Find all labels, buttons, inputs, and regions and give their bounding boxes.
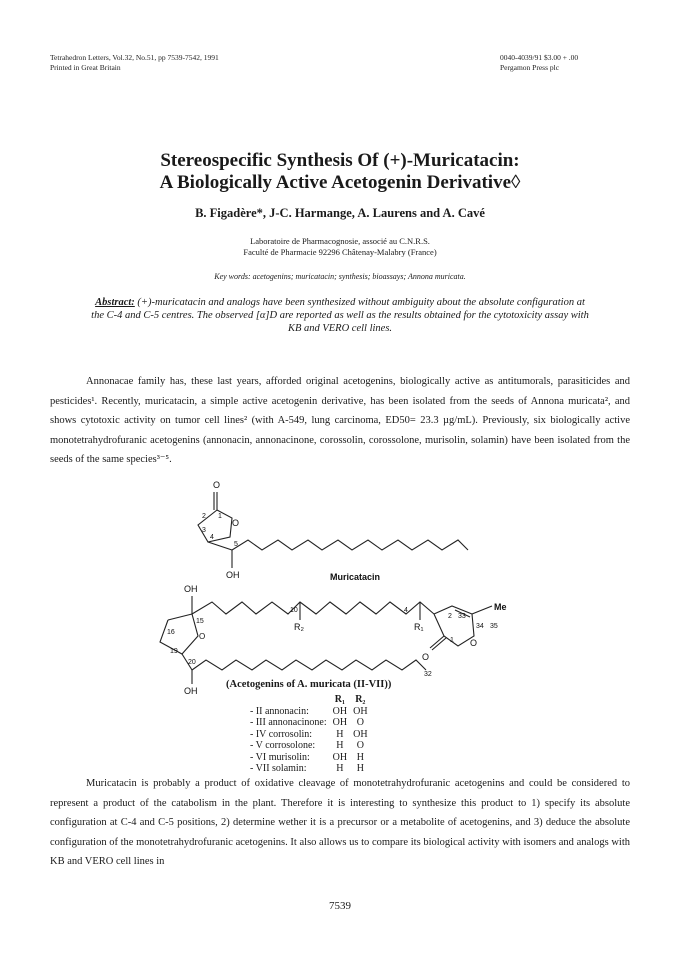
keywords: Key words: acetogenins; muricatacin; synthesis; bioassays; Annona muricata. <box>214 272 466 281</box>
table-cell: OH <box>332 705 348 717</box>
article-title <box>0 150 680 194</box>
table-cell: H <box>336 728 344 740</box>
muricatacin-n1: 1 <box>218 513 222 520</box>
intro-text: Annonacae family has, these last years, afforded original acetogenins, biologically active as antitumorals, parasiticides and pesticides¹. Recently, muricatacin, a simple active acetogenin derivative, has been isolated from the seeds of Annona muricata², and shows cytotoxic activity on tumor cell lines² (with A-549, lung carcinoma, ED50= 23.3 µg/mL). Previously, six biologically active monotetrahydrofuranic acetogenins (annonacin, annonacinone, corossolin, corossolone, murisolin, solamin) have been isolated from the seeds of the same species³⁻⁵. <box>50 376 630 465</box>
muricatacin-n5: 5 <box>234 541 238 548</box>
acetogenin-oh-bottom: OH <box>184 686 198 696</box>
table-cell: - II annonacin: <box>250 705 309 717</box>
page-number: 7539 <box>329 900 351 912</box>
muricatacin-chain <box>232 540 468 550</box>
table-row <box>250 729 374 741</box>
intro-paragraph <box>50 372 630 470</box>
muricatacin-n3: 3 <box>202 527 206 534</box>
upper-chain <box>192 602 434 614</box>
body-text: Muricatacin is probably a product of oxidative cleavage of monotetrahydrofuranic acetogenins and could be considered to represent a product of the catabolism in the plant. Therefore it is interesting to synthesize this product to 1) specify its absolute configuration at C-4 and C-5 positions, 2) determine wether it is a precursor or a metabolite of acetogenins, and 3) deduce the absolute configuration of the monotetrahydrofuranic acetogenins. It also allows us to compare its biological activity with isomers and analogs with KB and VERO cell lines in <box>50 778 630 867</box>
affiliation-line-1: Laboratoire de Pharmacognosie, associé au C.N.R.S. <box>250 236 430 246</box>
affiliation <box>0 236 680 258</box>
table-row <box>250 740 374 752</box>
abstract <box>90 296 590 335</box>
table-cell: H <box>356 751 364 763</box>
label-n20: 20 <box>188 659 196 666</box>
butenolide-o: O <box>470 638 478 648</box>
label-r2: R₂ <box>294 622 304 632</box>
journal-citation <box>50 53 219 73</box>
table-header: R₂ <box>355 694 366 705</box>
label-n35: 35 <box>490 623 498 630</box>
table-cell: - VII solamin: <box>250 763 307 774</box>
substituent-table <box>250 694 374 775</box>
table-cell: H <box>356 763 364 774</box>
table-cell: O <box>356 740 364 751</box>
muricatacin-name: Muricatacin <box>330 572 381 582</box>
muricatacin-carbonyl-o: O <box>213 480 221 490</box>
affiliation-line-2: Faculté de Pharmacie 92296 Châtenay-Malabry (France) <box>243 247 437 257</box>
title-line-2: A Biologically Active Acetogenin Derivative◊ <box>159 172 521 193</box>
label-n33: 33 <box>458 613 466 620</box>
label-n19: 19 <box>170 648 178 655</box>
label-n2: 2 <box>448 613 452 620</box>
ring-to-c5 <box>208 542 232 550</box>
price-code: 0040-4039/91 $3.00 + .00 <box>500 53 579 62</box>
me-bond <box>472 606 492 614</box>
carbonyl-o: O <box>422 652 430 662</box>
table-row <box>250 763 374 775</box>
table-row <box>250 752 374 764</box>
table-header-row <box>250 694 374 706</box>
label-n16: 16 <box>167 629 175 636</box>
label-n10: 10 <box>290 607 298 614</box>
muricatacin-ring-o: O <box>232 518 240 528</box>
acetogenin-caption: (Acetogenins of A. muricata (II-VII)) <box>226 679 392 690</box>
table-cell: O <box>356 717 364 728</box>
abstract-label: Abstract: <box>95 297 135 308</box>
table-cell: - V corrosolone: <box>250 740 316 751</box>
label-n4: 4 <box>404 607 408 614</box>
table-row <box>250 717 374 729</box>
label-n15: 15 <box>196 618 204 625</box>
table-row <box>250 706 374 718</box>
table-cell: OH <box>353 728 368 740</box>
authors: B. Figadère*, J-C. Harmange, A. Laurens and A. Cavé <box>195 206 485 220</box>
label-r1: R₁ <box>414 622 424 632</box>
table-header: R₁ <box>334 694 345 705</box>
chemical-structures <box>0 470 680 710</box>
thf-o: O <box>199 632 206 641</box>
title-line-1: Stereospecific Synthesis Of (+)-Muricatacin: <box>160 150 520 171</box>
table-cell: OH <box>353 705 368 717</box>
table-cell: - III annonacinone: <box>250 717 327 728</box>
table-cell: OH <box>332 717 348 728</box>
table-header <box>250 694 333 706</box>
publisher-info <box>500 53 630 73</box>
table-cell: H <box>336 740 344 751</box>
acetogenin-oh-top: OH <box>184 584 198 594</box>
label-n1: 1 <box>450 637 454 644</box>
muricatacin-oh: OH <box>226 570 240 580</box>
table-cell: - VI murisolin: <box>250 751 310 763</box>
muricatacin-n4: 4 <box>210 534 214 541</box>
table-cell: H <box>336 763 344 774</box>
body-paragraph <box>50 774 630 872</box>
muricatacin-n2: 2 <box>202 513 206 520</box>
publisher-name: Pergamon Press plc <box>500 63 560 72</box>
lower-chain <box>192 660 426 670</box>
table-cell: - IV corrosolin: <box>250 728 313 740</box>
thf-ring <box>160 614 198 654</box>
citation-line-2: Printed in Great Britain <box>50 63 121 72</box>
table-cell: OH <box>332 751 348 763</box>
citation-line-1: Tetrahedron Letters, Vol.32, No.51, pp 7539-7542, 1991 <box>50 53 219 62</box>
label-n34: 34 <box>476 623 484 630</box>
label-n32: 32 <box>424 671 432 678</box>
label-me: Me <box>494 602 507 612</box>
abstract-text: (+)-muricatacin and analogs have been synthesized without ambiguity about the absolute configuration at the C-4 and C-5 centres. The observed [α]D are reported as well as the results obtained for the cytotoxicity assay with KB and VERO cell lines. <box>91 297 589 334</box>
